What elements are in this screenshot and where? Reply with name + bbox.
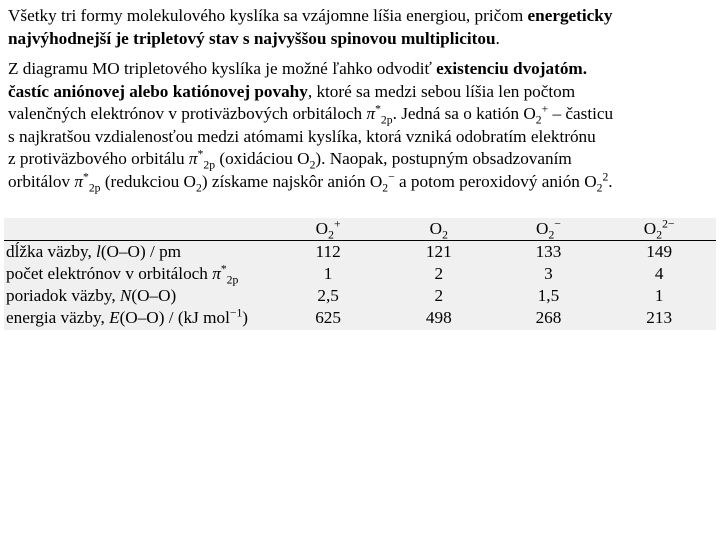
table-cell: 2,5 bbox=[317, 286, 339, 305]
table-row-bond-energy bbox=[4, 307, 716, 329]
orbital-sub: 2p bbox=[203, 158, 216, 172]
p2-text-12: ) získame najskôr anión O bbox=[201, 171, 383, 191]
table-cell: 121 bbox=[425, 242, 452, 261]
label-part: počet elektrónov v orbitáloch bbox=[6, 264, 213, 283]
label-part: (O–O) / pm bbox=[100, 242, 182, 261]
table-cell: 498 bbox=[425, 308, 452, 327]
header-o: O bbox=[315, 219, 329, 238]
star-sup: * bbox=[220, 262, 227, 276]
orbital-sub: 2p bbox=[226, 273, 239, 287]
orbital-sub: 2p bbox=[380, 113, 393, 127]
pi-symbol: π bbox=[188, 149, 198, 169]
table-row-electron-count bbox=[4, 263, 716, 285]
label-part: energia väzby, bbox=[6, 308, 110, 327]
row-label bbox=[4, 285, 273, 307]
star-sup: * bbox=[197, 147, 204, 161]
table-cell: 2 bbox=[434, 264, 444, 283]
o2-sub: 2 bbox=[535, 113, 542, 127]
table-cell: 149 bbox=[646, 242, 673, 261]
row-label bbox=[4, 307, 273, 329]
p2-text-9: ). Naopak, postupným obsadzovaním bbox=[315, 149, 572, 169]
star-sup: * bbox=[82, 170, 89, 184]
table-cell: 1,5 bbox=[537, 286, 560, 305]
table-cell: 1 bbox=[654, 286, 664, 305]
table-header-row bbox=[4, 218, 716, 241]
p2-text-3: valenčných elektrónov v protiväzbových orbitáloch bbox=[8, 104, 367, 124]
label-sup: −1 bbox=[229, 306, 243, 320]
table-cell: 268 bbox=[535, 308, 562, 327]
o2-sub: 2 bbox=[596, 181, 603, 195]
p2-text-5: – časticu bbox=[548, 104, 614, 124]
table-cell: 112 bbox=[315, 242, 341, 261]
header-o2-anion bbox=[495, 218, 603, 241]
header-sup: 2− bbox=[662, 217, 675, 231]
p2-text-6: s najkratšou vzdialenosťou medzi atómami kyslíka, ktorá vzniká odobratím elektrónu bbox=[8, 126, 596, 146]
pi-symbol: π bbox=[212, 264, 221, 283]
charge-minus: − bbox=[388, 170, 395, 184]
table-cell: 3 bbox=[544, 264, 553, 283]
label-symbol: l bbox=[96, 242, 101, 261]
header-sup: − bbox=[554, 217, 561, 231]
p2-text-8: (oxidáciou O bbox=[215, 149, 310, 169]
p2-text-4: . Jedná sa o katión O bbox=[392, 104, 536, 124]
p2-text-2: , ktoré sa medzi sebou líšia len počtom bbox=[307, 81, 576, 101]
star-sup: * bbox=[375, 102, 381, 116]
table-cell: 133 bbox=[535, 242, 562, 261]
label-symbol: N bbox=[119, 286, 132, 305]
p2-bold-existence: existenciu dvojatóm. bbox=[436, 59, 588, 78]
label-part: poriadok väzby, bbox=[6, 286, 120, 305]
p2-text-7: z protiväzbového orbitálu bbox=[8, 149, 189, 169]
header-peroxide bbox=[602, 218, 716, 241]
table-row-bond-order bbox=[4, 285, 716, 307]
o2-sub: 2 bbox=[309, 158, 316, 172]
header-o2-cation bbox=[273, 218, 383, 241]
intro-period: . bbox=[495, 28, 500, 48]
header-o: O bbox=[643, 219, 657, 238]
label-part: ) bbox=[242, 308, 249, 327]
o2-sub: 2 bbox=[382, 181, 389, 195]
header-sub: 2 bbox=[442, 228, 448, 242]
orbital-sub: 2p bbox=[88, 181, 101, 195]
header-sub: 2 bbox=[328, 228, 334, 242]
intro-text-start: Všetky tri formy molekulového kyslíka sa vzájomne líšia energiou, pričom bbox=[8, 6, 528, 25]
table-cell: 625 bbox=[315, 308, 341, 327]
p2-text-13: a potom peroxidový anión O bbox=[394, 171, 597, 191]
header-o: O bbox=[429, 219, 443, 238]
header-empty bbox=[4, 218, 273, 241]
header-o2 bbox=[383, 218, 495, 241]
pi-symbol: π bbox=[366, 104, 376, 124]
table-row-bond-length bbox=[4, 241, 716, 264]
intro-paragraph bbox=[8, 5, 714, 50]
header-o: O bbox=[536, 219, 549, 238]
mo-diagram-paragraph bbox=[8, 58, 714, 194]
intro-bold-energeticky: energeticky bbox=[527, 6, 613, 25]
p2-text-14: . bbox=[608, 171, 613, 191]
table-cell: 4 bbox=[654, 264, 664, 283]
pi-symbol: π bbox=[74, 171, 83, 191]
label-part: (O–O) / (kJ mol bbox=[119, 308, 230, 327]
label-part: (O–O) bbox=[131, 286, 177, 305]
p2-text-10: orbitálov bbox=[8, 171, 75, 191]
row-label bbox=[4, 263, 273, 285]
header-sup: + bbox=[333, 217, 341, 231]
row-label bbox=[4, 241, 273, 264]
label-symbol: E bbox=[109, 308, 120, 327]
header-sub: 2 bbox=[656, 228, 663, 242]
p2-text-1: Z diagramu MO tripletového kyslíka je možné ľahko odvodiť bbox=[8, 59, 437, 78]
p2-bold-particles: častíc aniónovej alebo katiónovej povahy bbox=[8, 81, 308, 101]
table-cell: 213 bbox=[646, 308, 673, 327]
p2-text-11: (redukciou O bbox=[100, 171, 196, 191]
header-sub: 2 bbox=[548, 228, 555, 242]
oxygen-species-table bbox=[4, 218, 716, 330]
o2-sub: 2 bbox=[195, 181, 202, 195]
table-cell: 1 bbox=[323, 264, 333, 283]
charge-plus: + bbox=[541, 102, 549, 116]
label-part: dĺžka väzby, bbox=[6, 242, 97, 261]
table-cell: 2 bbox=[434, 286, 444, 305]
charge-2: 2 bbox=[602, 170, 609, 184]
intro-bold-triplet: najvýhodnejší je tripletový stav s najvyššou spinovou multiplicitou bbox=[8, 28, 496, 48]
